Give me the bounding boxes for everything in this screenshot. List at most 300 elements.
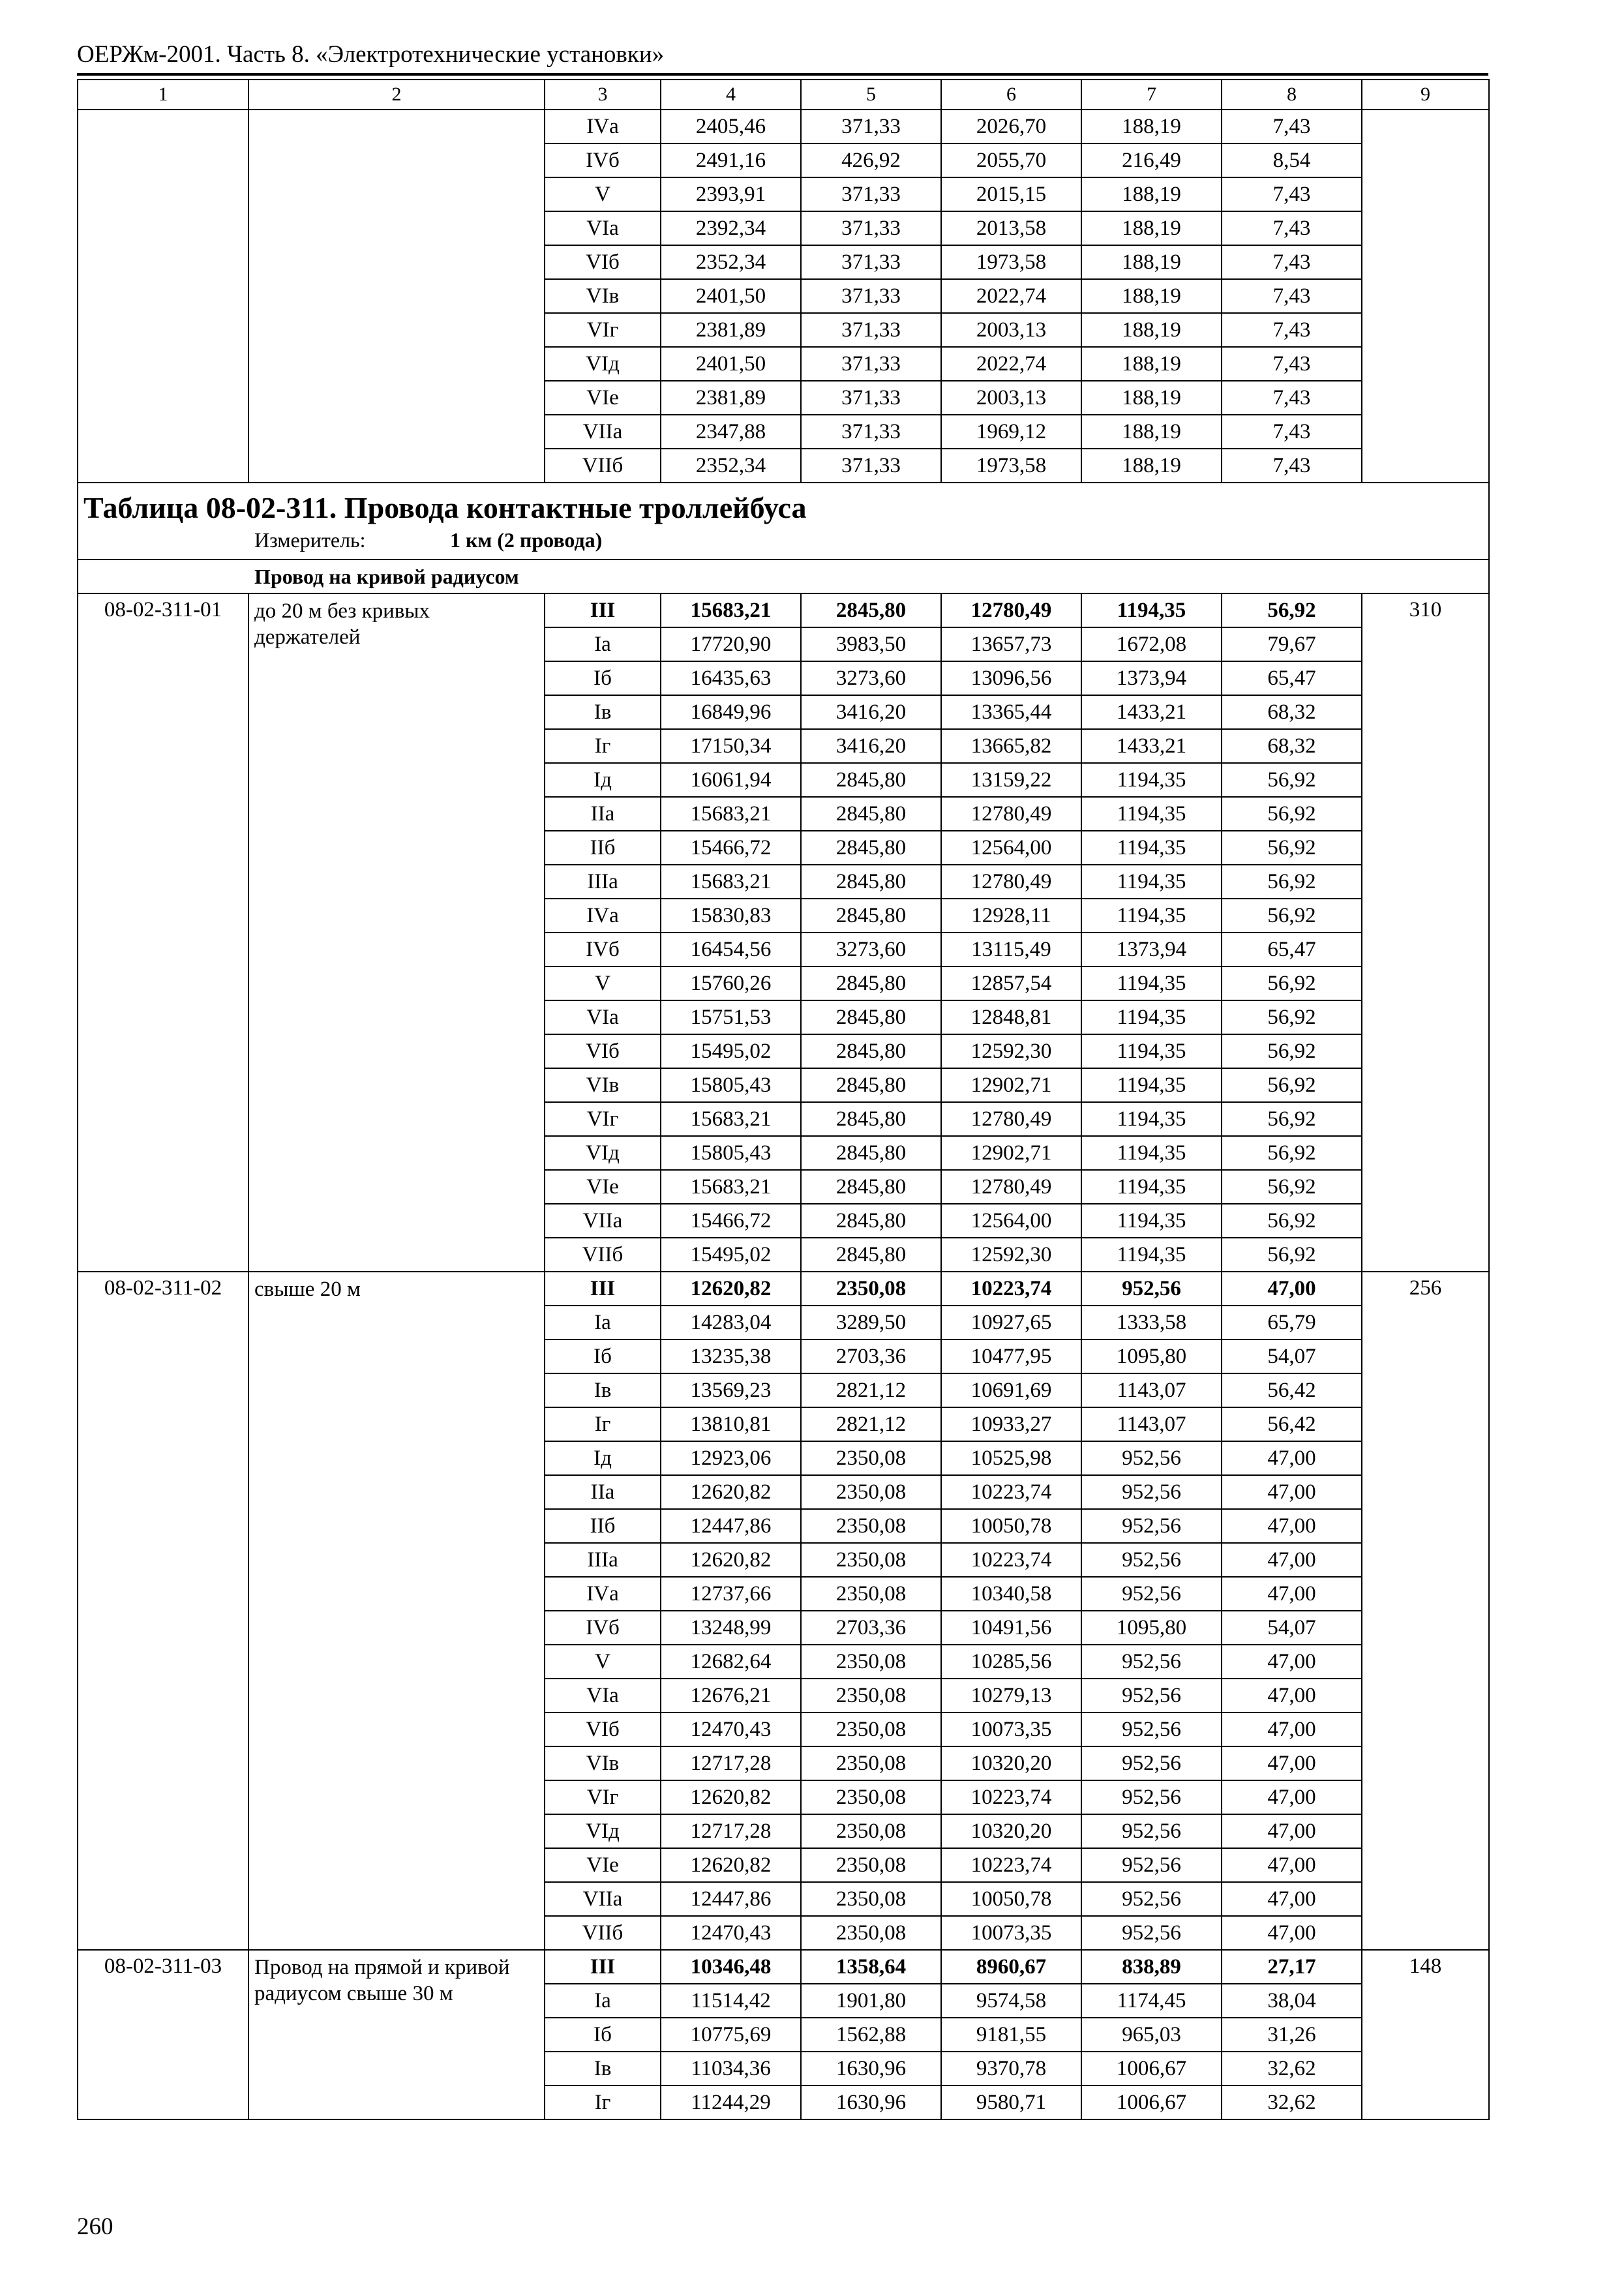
value-cell: 371,33 — [801, 279, 941, 313]
value-cell: 11034,36 — [661, 2052, 801, 2086]
value-cell: 10223,74 — [941, 1543, 1081, 1577]
value-cell: 12923,06 — [661, 1441, 801, 1475]
zone-cell: VIа — [545, 1000, 661, 1034]
zone-cell: Iд — [545, 1441, 661, 1475]
value-cell: 8960,67 — [941, 1950, 1081, 1984]
value-cell: 1973,58 — [941, 449, 1081, 483]
value-cell: 1562,88 — [801, 2018, 941, 2052]
value-cell: 2350,08 — [801, 1780, 941, 1814]
value-cell: 2350,08 — [801, 1441, 941, 1475]
value-cell: 16454,56 — [661, 933, 801, 966]
zone-cell: Iд — [545, 763, 661, 797]
value-cell: 2352,34 — [661, 245, 801, 279]
value-cell: 1973,58 — [941, 245, 1081, 279]
value-cell: 2350,08 — [801, 1272, 941, 1306]
value-cell: 2003,13 — [941, 381, 1081, 415]
value-cell: 2401,50 — [661, 279, 801, 313]
value-cell: 2381,89 — [661, 313, 801, 347]
value-cell: 12620,82 — [661, 1848, 801, 1882]
value-cell: 10927,65 — [941, 1306, 1081, 1339]
value-cell: 12780,49 — [941, 1102, 1081, 1136]
value-cell: 371,33 — [801, 415, 941, 449]
measure-value: 1 км (2 провода) — [450, 528, 603, 552]
value-cell: 16435,63 — [661, 661, 801, 695]
value-cell: 47,00 — [1222, 1577, 1362, 1611]
value-cell: 1194,35 — [1081, 865, 1222, 899]
value-cell: 10346,48 — [661, 1950, 801, 1984]
column-number: 8 — [1222, 80, 1362, 110]
zone-cell: Iб — [545, 2018, 661, 2052]
zone-cell: VIIб — [545, 1916, 661, 1950]
value-cell: 47,00 — [1222, 1509, 1362, 1543]
value-cell: 14283,04 — [661, 1306, 801, 1339]
value-cell: 47,00 — [1222, 1746, 1362, 1780]
value-cell: 2845,80 — [801, 1068, 941, 1102]
value-cell: 1194,35 — [1081, 763, 1222, 797]
value-cell: 3416,20 — [801, 695, 941, 729]
value-cell: 2845,80 — [801, 1102, 941, 1136]
zone-cell: VIв — [545, 279, 661, 313]
value-cell: 2347,88 — [661, 415, 801, 449]
value-cell: 10525,98 — [941, 1441, 1081, 1475]
value-cell: 10223,74 — [941, 1780, 1081, 1814]
value-cell: 15805,43 — [661, 1136, 801, 1170]
zone-cell: VIа — [545, 211, 661, 245]
table-row — [78, 110, 1489, 143]
value-cell: 16849,96 — [661, 695, 801, 729]
value-cell: 1143,07 — [1081, 1373, 1222, 1407]
value-cell: 27,17 — [1222, 1950, 1362, 1984]
value-cell: 15805,43 — [661, 1068, 801, 1102]
zone-cell: Iв — [545, 695, 661, 729]
value-cell: 15751,53 — [661, 1000, 801, 1034]
value-cell: 371,33 — [801, 110, 941, 143]
value-cell: 10340,58 — [941, 1577, 1081, 1611]
value-cell: 47,00 — [1222, 1882, 1362, 1916]
value-cell: 79,67 — [1222, 627, 1362, 661]
value-cell: 2845,80 — [801, 1000, 941, 1034]
value-cell: 7,43 — [1222, 381, 1362, 415]
zone-cell: V — [545, 1645, 661, 1679]
zone-cell: VIIа — [545, 415, 661, 449]
value-cell: 31,26 — [1222, 2018, 1362, 2052]
zone-cell: III — [545, 1272, 661, 1306]
value-cell: 47,00 — [1222, 1441, 1362, 1475]
zone-cell: IVа — [545, 1577, 661, 1611]
zone-cell: VIIа — [545, 1204, 661, 1238]
zone-cell: IVб — [545, 143, 661, 177]
value-cell: 13159,22 — [941, 763, 1081, 797]
column-number: 1 — [78, 80, 248, 110]
zone-cell: Iг — [545, 2086, 661, 2119]
value-cell: 952,56 — [1081, 1848, 1222, 1882]
item-code: 08-02-311-01 — [78, 593, 248, 1272]
value-cell: 15683,21 — [661, 1102, 801, 1136]
value-cell: 1194,35 — [1081, 899, 1222, 933]
value-cell: 188,19 — [1081, 415, 1222, 449]
value-cell: 952,56 — [1081, 1509, 1222, 1543]
value-cell: 12564,00 — [941, 831, 1081, 865]
value-cell: 56,92 — [1222, 1000, 1362, 1034]
value-cell: 38,04 — [1222, 1984, 1362, 2018]
value-cell: 371,33 — [801, 381, 941, 415]
measure-label: Измеритель: — [254, 528, 366, 552]
value-cell: 12717,28 — [661, 1814, 801, 1848]
column-number: 9 — [1362, 80, 1489, 110]
value-cell: 426,92 — [801, 143, 941, 177]
value-cell: 2491,16 — [661, 143, 801, 177]
value-cell: 1006,67 — [1081, 2052, 1222, 2086]
value-cell: 2845,80 — [801, 1204, 941, 1238]
value-cell: 10223,74 — [941, 1272, 1081, 1306]
value-cell: 12857,54 — [941, 966, 1081, 1000]
value-cell: 2350,08 — [801, 1509, 941, 1543]
value-cell: 952,56 — [1081, 1814, 1222, 1848]
value-cell: 12682,64 — [661, 1645, 801, 1679]
value-cell: 2821,12 — [801, 1373, 941, 1407]
value-cell: 1433,21 — [1081, 695, 1222, 729]
zone-cell: IIа — [545, 797, 661, 831]
value-cell: 15466,72 — [661, 1204, 801, 1238]
value-cell: 2405,46 — [661, 110, 801, 143]
value-cell: 56,92 — [1222, 797, 1362, 831]
subheading: Провод на кривой радиусом — [78, 560, 1489, 593]
item-description: до 20 м без кривых держателей — [248, 593, 545, 1272]
value-cell: 2821,12 — [801, 1407, 941, 1441]
value-cell: 11244,29 — [661, 2086, 801, 2119]
item-norm: 256 — [1362, 1272, 1489, 1950]
value-cell: 10279,13 — [941, 1679, 1081, 1713]
value-cell: 56,92 — [1222, 1136, 1362, 1170]
value-cell: 1194,35 — [1081, 797, 1222, 831]
value-cell: 952,56 — [1081, 1543, 1222, 1577]
value-cell: 56,92 — [1222, 865, 1362, 899]
value-cell: 12928,11 — [941, 899, 1081, 933]
zone-cell: Iг — [545, 1407, 661, 1441]
value-cell: 12902,71 — [941, 1136, 1081, 1170]
page-number: 260 — [77, 2213, 113, 2240]
value-cell: 7,43 — [1222, 110, 1362, 143]
value-cell: 12470,43 — [661, 1713, 801, 1746]
value-cell: 13665,82 — [941, 729, 1081, 763]
zone-cell: IVб — [545, 933, 661, 966]
value-cell: 2055,70 — [941, 143, 1081, 177]
value-cell: 13235,38 — [661, 1339, 801, 1373]
column-number: 5 — [801, 80, 941, 110]
value-cell: 2845,80 — [801, 865, 941, 899]
value-cell: 952,56 — [1081, 1882, 1222, 1916]
value-cell: 56,92 — [1222, 1204, 1362, 1238]
value-cell: 47,00 — [1222, 1272, 1362, 1306]
value-cell: 32,62 — [1222, 2052, 1362, 2086]
value-cell: 47,00 — [1222, 1679, 1362, 1713]
value-cell: 216,49 — [1081, 143, 1222, 177]
value-cell: 56,92 — [1222, 1170, 1362, 1204]
value-cell: 188,19 — [1081, 347, 1222, 381]
empty-desc-cell — [248, 110, 545, 483]
value-cell: 12447,86 — [661, 1509, 801, 1543]
value-cell: 65,47 — [1222, 661, 1362, 695]
value-cell: 12848,81 — [941, 1000, 1081, 1034]
value-cell: 3273,60 — [801, 661, 941, 695]
value-cell: 2393,91 — [661, 177, 801, 211]
value-cell: 47,00 — [1222, 1475, 1362, 1509]
value-cell: 54,07 — [1222, 1611, 1362, 1645]
zone-cell: Iа — [545, 1984, 661, 2018]
value-cell: 12592,30 — [941, 1238, 1081, 1272]
value-cell: 12447,86 — [661, 1882, 801, 1916]
value-cell: 56,92 — [1222, 763, 1362, 797]
zone-cell: VIIб — [545, 1238, 661, 1272]
value-cell: 56,92 — [1222, 593, 1362, 627]
value-cell: 32,62 — [1222, 2086, 1362, 2119]
value-cell: 2015,15 — [941, 177, 1081, 211]
item-norm: 148 — [1362, 1950, 1489, 2119]
value-cell: 12676,21 — [661, 1679, 801, 1713]
value-cell: 1630,96 — [801, 2052, 941, 2086]
value-cell: 1194,35 — [1081, 1000, 1222, 1034]
column-number: 4 — [661, 80, 801, 110]
value-cell: 7,43 — [1222, 211, 1362, 245]
zone-cell: V — [545, 177, 661, 211]
column-number: 7 — [1081, 80, 1222, 110]
value-cell: 12620,82 — [661, 1780, 801, 1814]
value-cell: 1095,80 — [1081, 1611, 1222, 1645]
value-cell: 2381,89 — [661, 381, 801, 415]
value-cell: 10285,56 — [941, 1645, 1081, 1679]
value-cell: 371,33 — [801, 449, 941, 483]
value-cell: 2350,08 — [801, 1679, 941, 1713]
value-cell: 1194,35 — [1081, 1170, 1222, 1204]
value-cell: 56,42 — [1222, 1373, 1362, 1407]
item-norm: 310 — [1362, 593, 1489, 1272]
value-cell: 371,33 — [801, 177, 941, 211]
value-cell: 10775,69 — [661, 2018, 801, 2052]
table-title-cell — [78, 483, 1489, 560]
value-cell: 371,33 — [801, 313, 941, 347]
header-rule — [77, 73, 1488, 76]
value-cell: 10491,56 — [941, 1611, 1081, 1645]
table-row — [78, 1272, 1489, 1306]
value-cell: 47,00 — [1222, 1645, 1362, 1679]
value-cell: 1194,35 — [1081, 966, 1222, 1000]
value-cell: 2350,08 — [801, 1645, 941, 1679]
value-cell: 2401,50 — [661, 347, 801, 381]
value-cell: 2026,70 — [941, 110, 1081, 143]
column-number: 6 — [941, 80, 1081, 110]
value-cell: 965,03 — [1081, 2018, 1222, 2052]
empty-norm-cell — [1362, 110, 1489, 483]
value-cell: 952,56 — [1081, 1713, 1222, 1746]
value-cell: 47,00 — [1222, 1848, 1362, 1882]
value-cell: 7,43 — [1222, 415, 1362, 449]
zone-cell: IIIа — [545, 1543, 661, 1577]
zone-cell: VIг — [545, 1102, 661, 1136]
zone-cell: VIе — [545, 381, 661, 415]
zone-cell: Iв — [545, 2052, 661, 2086]
value-cell: 65,47 — [1222, 933, 1362, 966]
value-cell: 2845,80 — [801, 1034, 941, 1068]
value-cell: 68,32 — [1222, 695, 1362, 729]
value-cell: 2350,08 — [801, 1475, 941, 1509]
value-cell: 2350,08 — [801, 1848, 941, 1882]
value-cell: 12780,49 — [941, 1170, 1081, 1204]
zone-cell: VIIб — [545, 449, 661, 483]
value-cell: 56,92 — [1222, 1102, 1362, 1136]
value-cell: 56,92 — [1222, 1238, 1362, 1272]
value-cell: 3273,60 — [801, 933, 941, 966]
value-cell: 1373,94 — [1081, 933, 1222, 966]
value-cell: 838,89 — [1081, 1950, 1222, 1984]
column-number-row — [78, 80, 1489, 110]
value-cell: 1194,35 — [1081, 1034, 1222, 1068]
value-cell: 2703,36 — [801, 1611, 941, 1645]
value-cell: 952,56 — [1081, 1746, 1222, 1780]
zone-cell: VIв — [545, 1746, 661, 1780]
value-cell: 12780,49 — [941, 865, 1081, 899]
zone-cell: Iг — [545, 729, 661, 763]
value-cell: 10073,35 — [941, 1713, 1081, 1746]
value-cell: 12717,28 — [661, 1746, 801, 1780]
value-cell: 1194,35 — [1081, 1136, 1222, 1170]
value-cell: 2350,08 — [801, 1882, 941, 1916]
table-title-row — [78, 483, 1489, 560]
value-cell: 12780,49 — [941, 797, 1081, 831]
zone-cell: VIд — [545, 1814, 661, 1848]
value-cell: 15466,72 — [661, 831, 801, 865]
value-cell: 10050,78 — [941, 1882, 1081, 1916]
value-cell: 2845,80 — [801, 966, 941, 1000]
value-cell: 12620,82 — [661, 1543, 801, 1577]
table-row — [78, 1950, 1489, 1984]
item-code: 08-02-311-02 — [78, 1272, 248, 1950]
zone-cell: VIг — [545, 1780, 661, 1814]
value-cell: 7,43 — [1222, 313, 1362, 347]
value-cell: 188,19 — [1081, 381, 1222, 415]
value-cell: 2350,08 — [801, 1713, 941, 1746]
value-cell: 56,92 — [1222, 1034, 1362, 1068]
value-cell: 7,43 — [1222, 279, 1362, 313]
document-header: ОЕРЖм-2001. Часть 8. «Электротехнические установки» — [77, 41, 665, 68]
value-cell: 1143,07 — [1081, 1407, 1222, 1441]
value-cell: 1194,35 — [1081, 1068, 1222, 1102]
zone-cell: VIд — [545, 347, 661, 381]
value-cell: 2845,80 — [801, 1238, 941, 1272]
value-cell: 2845,80 — [801, 831, 941, 865]
empty-code-cell — [78, 110, 248, 483]
value-cell: 1095,80 — [1081, 1339, 1222, 1373]
zone-cell: V — [545, 966, 661, 1000]
value-cell: 56,92 — [1222, 831, 1362, 865]
value-cell: 15683,21 — [661, 865, 801, 899]
value-cell: 13569,23 — [661, 1373, 801, 1407]
value-cell: 188,19 — [1081, 313, 1222, 347]
value-cell: 2845,80 — [801, 1170, 941, 1204]
value-cell: 2350,08 — [801, 1577, 941, 1611]
value-cell: 56,92 — [1222, 1068, 1362, 1102]
value-cell: 47,00 — [1222, 1916, 1362, 1950]
zone-cell: IIIа — [545, 865, 661, 899]
value-cell: 2845,80 — [801, 593, 941, 627]
zone-cell: IVа — [545, 110, 661, 143]
zone-cell: VIб — [545, 1713, 661, 1746]
value-cell: 2845,80 — [801, 763, 941, 797]
value-cell: 13657,73 — [941, 627, 1081, 661]
zone-cell: III — [545, 1950, 661, 1984]
value-cell: 12737,66 — [661, 1577, 801, 1611]
value-cell: 12470,43 — [661, 1916, 801, 1950]
value-cell: 1194,35 — [1081, 593, 1222, 627]
value-cell: 7,43 — [1222, 177, 1362, 211]
zone-cell: VIд — [545, 1136, 661, 1170]
value-cell: 952,56 — [1081, 1441, 1222, 1475]
value-cell: 9181,55 — [941, 2018, 1081, 2052]
item-code: 08-02-311-03 — [78, 1950, 248, 2119]
value-cell: 10223,74 — [941, 1848, 1081, 1882]
value-cell: 12564,00 — [941, 1204, 1081, 1238]
value-cell: 10477,95 — [941, 1339, 1081, 1373]
value-cell: 17720,90 — [661, 627, 801, 661]
zone-cell: VIв — [545, 1068, 661, 1102]
value-cell: 952,56 — [1081, 1577, 1222, 1611]
value-cell: 7,43 — [1222, 245, 1362, 279]
value-cell: 2845,80 — [801, 899, 941, 933]
measure-line — [78, 526, 1488, 559]
zone-cell: VIа — [545, 1679, 661, 1713]
value-cell: 15495,02 — [661, 1238, 801, 1272]
value-cell: 952,56 — [1081, 1645, 1222, 1679]
value-cell: 3983,50 — [801, 627, 941, 661]
value-cell: 11514,42 — [661, 1984, 801, 2018]
zone-cell: VIг — [545, 313, 661, 347]
value-cell: 188,19 — [1081, 211, 1222, 245]
zone-cell: IIб — [545, 1509, 661, 1543]
item-description: свыше 20 м — [248, 1272, 545, 1950]
value-cell: 10320,20 — [941, 1814, 1081, 1848]
value-cell: 1174,45 — [1081, 1984, 1222, 2018]
value-cell: 12780,49 — [941, 593, 1081, 627]
value-cell: 952,56 — [1081, 1475, 1222, 1509]
value-cell: 188,19 — [1081, 449, 1222, 483]
value-cell: 10223,74 — [941, 1475, 1081, 1509]
zone-cell: IVб — [545, 1611, 661, 1645]
zone-cell: III — [545, 593, 661, 627]
value-cell: 47,00 — [1222, 1780, 1362, 1814]
value-cell: 1006,67 — [1081, 2086, 1222, 2119]
column-number: 2 — [248, 80, 545, 110]
value-cell: 1969,12 — [941, 415, 1081, 449]
value-cell: 1373,94 — [1081, 661, 1222, 695]
value-cell: 1358,64 — [801, 1950, 941, 1984]
value-cell: 10691,69 — [941, 1373, 1081, 1407]
zone-cell: Iв — [545, 1373, 661, 1407]
zone-cell: VIе — [545, 1170, 661, 1204]
value-cell: 10050,78 — [941, 1509, 1081, 1543]
table-title: Таблица 08-02-311. Провода контактные троллейбуса — [83, 491, 807, 524]
zone-cell: Iа — [545, 1306, 661, 1339]
value-cell: 188,19 — [1081, 110, 1222, 143]
value-cell: 1194,35 — [1081, 831, 1222, 865]
value-cell: 54,07 — [1222, 1339, 1362, 1373]
value-cell: 952,56 — [1081, 1780, 1222, 1814]
value-cell: 2350,08 — [801, 1746, 941, 1780]
value-cell: 3416,20 — [801, 729, 941, 763]
zone-cell: Iа — [545, 627, 661, 661]
value-cell: 7,43 — [1222, 449, 1362, 483]
value-cell: 952,56 — [1081, 1272, 1222, 1306]
value-cell: 2003,13 — [941, 313, 1081, 347]
value-cell: 13365,44 — [941, 695, 1081, 729]
